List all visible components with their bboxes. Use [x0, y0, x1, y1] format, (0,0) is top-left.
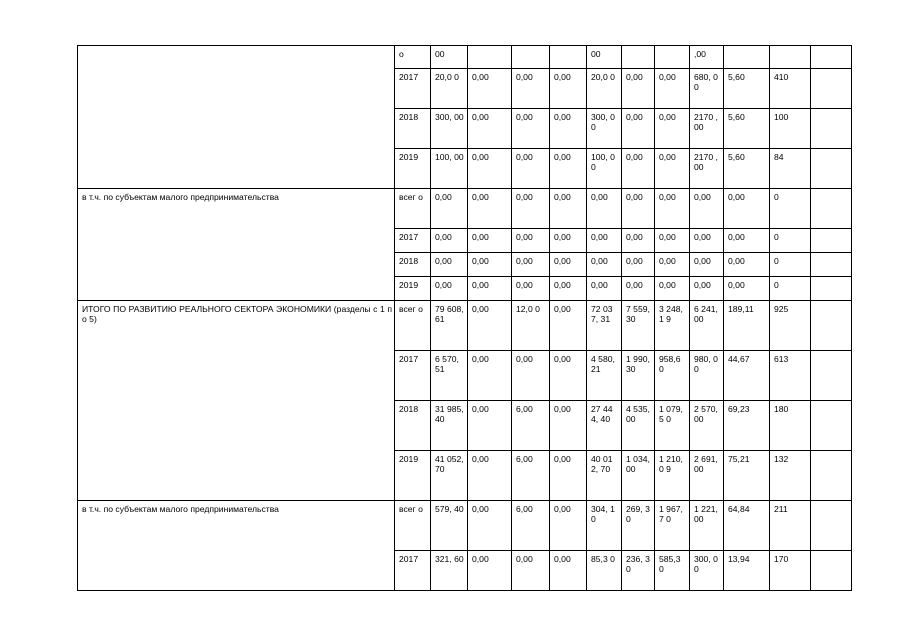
value-cell: 2 570, 00 [690, 401, 724, 451]
value-cell: 585,3 0 [655, 551, 690, 591]
value-cell [811, 69, 852, 109]
value-cell: 0,00 [690, 189, 724, 229]
value-cell: 0,00 [468, 551, 512, 591]
value-cell: 0,00 [550, 301, 587, 351]
value-cell [811, 189, 852, 229]
value-cell: 0,00 [622, 69, 655, 109]
value-cell: 0 [770, 229, 811, 253]
period-cell: 2018 [395, 253, 431, 277]
value-cell: 0,00 [655, 109, 690, 149]
value-cell: 6,00 [512, 401, 550, 451]
value-cell: 2170 ,00 [690, 149, 724, 189]
value-cell: 0,00 [512, 277, 550, 301]
value-cell: 0,00 [655, 229, 690, 253]
value-cell: 304, 10 [587, 501, 622, 551]
value-cell: 0,00 [468, 351, 512, 401]
value-cell [811, 46, 852, 69]
table-row [78, 501, 852, 551]
value-cell: 2170 ,00 [690, 109, 724, 149]
value-cell: 0,00 [550, 551, 587, 591]
period-cell: всег о [395, 501, 431, 551]
value-cell: 44,67 [724, 351, 770, 401]
value-cell: 680, 00 [690, 69, 724, 109]
value-cell: 0,00 [468, 451, 512, 501]
value-cell: 0 [770, 253, 811, 277]
value-cell: 980, 00 [690, 351, 724, 401]
value-cell: 0,00 [550, 351, 587, 401]
value-cell: 0,00 [550, 189, 587, 229]
value-cell [770, 46, 811, 69]
row-group-label [78, 501, 395, 591]
value-cell: 20,0 0 [587, 69, 622, 109]
value-cell [724, 46, 770, 69]
value-cell: 100, 00 [431, 149, 468, 189]
value-cell: 75,21 [724, 451, 770, 501]
period-cell: 2017 [395, 551, 431, 591]
period-cell: 2019 [395, 451, 431, 501]
value-cell: 1 221, 00 [690, 501, 724, 551]
value-cell: 613 [770, 351, 811, 401]
value-cell [811, 149, 852, 189]
value-cell: 410 [770, 69, 811, 109]
value-cell [811, 253, 852, 277]
value-cell [512, 46, 550, 69]
financing-table [77, 45, 852, 591]
value-cell: 180 [770, 401, 811, 451]
value-cell: 0,00 [724, 253, 770, 277]
value-cell: 0,00 [431, 277, 468, 301]
value-cell: 321, 60 [431, 551, 468, 591]
value-cell: 100, 00 [587, 149, 622, 189]
value-cell: 132 [770, 451, 811, 501]
value-cell: 2 691, 00 [690, 451, 724, 501]
value-cell: 0,00 [468, 69, 512, 109]
period-cell: 2019 [395, 149, 431, 189]
value-cell: 0,00 [622, 229, 655, 253]
value-cell: 0,00 [550, 229, 587, 253]
value-cell: 0,00 [655, 69, 690, 109]
row-group-label-text: в т.ч. по субъектам малого предпринимательства [82, 504, 279, 514]
value-cell: 0,00 [550, 253, 587, 277]
value-cell: 72 037, 31 [587, 301, 622, 351]
value-cell: 27 444, 40 [587, 401, 622, 451]
value-cell [550, 46, 587, 69]
value-cell: 0,00 [550, 501, 587, 551]
period-cell: 2017 [395, 229, 431, 253]
value-cell: 0,00 [690, 277, 724, 301]
value-cell: 0,00 [724, 277, 770, 301]
value-cell: 0,00 [512, 253, 550, 277]
value-cell: 0,00 [468, 301, 512, 351]
value-cell: 6,00 [512, 451, 550, 501]
value-cell: 1 034, 00 [622, 451, 655, 501]
value-cell [811, 351, 852, 401]
value-cell: 958,6 0 [655, 351, 690, 401]
value-cell: 5,60 [724, 149, 770, 189]
value-cell: 0,00 [431, 229, 468, 253]
value-cell [811, 229, 852, 253]
value-cell: 79 608, 61 [431, 301, 468, 351]
period-cell: 2019 [395, 277, 431, 301]
value-cell: 6 570, 51 [431, 351, 468, 401]
value-cell: 0,00 [550, 109, 587, 149]
value-cell: 189,11 [724, 301, 770, 351]
value-cell [811, 277, 852, 301]
value-cell: 0 [770, 189, 811, 229]
value-cell: 0,00 [512, 351, 550, 401]
value-cell: 4 535, 00 [622, 401, 655, 451]
value-cell: 0,00 [468, 277, 512, 301]
value-cell: 0,00 [724, 229, 770, 253]
value-cell: 0,00 [550, 149, 587, 189]
value-cell: 0,00 [512, 229, 550, 253]
value-cell: 0,00 [690, 253, 724, 277]
value-cell: 1 967,7 0 [655, 501, 690, 551]
value-cell: 925 [770, 301, 811, 351]
value-cell: 20,0 0 [431, 69, 468, 109]
value-cell: 0,00 [550, 401, 587, 451]
value-cell: 64,84 [724, 501, 770, 551]
row-group-label-text: ИТОГО ПО РАЗВИТИЮ РЕАЛЬНОГО СЕКТОРА ЭКОНОМИКИ (разделы с 1 по 5) [82, 304, 392, 324]
value-cell: 7 559, 30 [622, 301, 655, 351]
value-cell: 300, 00 [587, 109, 622, 149]
value-cell: 0,00 [655, 189, 690, 229]
value-cell: 0,00 [655, 149, 690, 189]
value-cell: 0,00 [550, 69, 587, 109]
value-cell: 00 [431, 46, 468, 69]
value-cell: 211 [770, 501, 811, 551]
value-cell: 1 990, 30 [622, 351, 655, 401]
value-cell: 0,00 [587, 277, 622, 301]
value-cell [811, 551, 852, 591]
value-cell: 100 [770, 109, 811, 149]
value-cell: 0,00 [468, 401, 512, 451]
value-cell: 0,00 [512, 149, 550, 189]
period-cell: 2018 [395, 109, 431, 149]
value-cell: 0,00 [724, 189, 770, 229]
value-cell: 269, 30 [622, 501, 655, 551]
value-cell: 0,00 [622, 149, 655, 189]
value-cell: 4 580, 21 [587, 351, 622, 401]
value-cell: 5,60 [724, 69, 770, 109]
table-row [78, 301, 852, 351]
value-cell: 0,00 [587, 189, 622, 229]
period-cell: о [395, 46, 431, 69]
value-cell: 0,00 [468, 253, 512, 277]
value-cell: 0,00 [431, 189, 468, 229]
value-cell: 31 985, 40 [431, 401, 468, 451]
value-cell: 13,94 [724, 551, 770, 591]
value-cell: 0,00 [550, 277, 587, 301]
value-cell: 0,00 [468, 229, 512, 253]
value-cell: 0,00 [622, 109, 655, 149]
row-group-label [78, 301, 395, 501]
value-cell [468, 46, 512, 69]
period-cell: всег о [395, 189, 431, 229]
value-cell: 40 012, 70 [587, 451, 622, 501]
value-cell: 0,00 [690, 229, 724, 253]
value-cell: ,00 [690, 46, 724, 69]
value-cell: 3 248,1 9 [655, 301, 690, 351]
value-cell: 0,00 [655, 277, 690, 301]
table-row [78, 189, 852, 229]
value-cell: 0,00 [587, 253, 622, 277]
value-cell [811, 451, 852, 501]
value-cell: 170 [770, 551, 811, 591]
value-cell: 0,00 [468, 189, 512, 229]
value-cell: 0,00 [512, 551, 550, 591]
value-cell: 0,00 [468, 109, 512, 149]
value-cell: 00 [587, 46, 622, 69]
row-group-label [78, 189, 395, 301]
value-cell: 1 079,5 0 [655, 401, 690, 451]
table-row [78, 46, 852, 69]
value-cell: 579, 40 [431, 501, 468, 551]
value-cell: 0,00 [431, 253, 468, 277]
value-cell: 0,00 [468, 501, 512, 551]
value-cell: 0,00 [512, 109, 550, 149]
value-cell: 69,23 [724, 401, 770, 451]
value-cell: 0,00 [622, 189, 655, 229]
value-cell: 300, 00 [690, 551, 724, 591]
value-cell: 0,00 [587, 229, 622, 253]
period-cell: всег о [395, 301, 431, 351]
value-cell [811, 109, 852, 149]
value-cell: 41 052, 70 [431, 451, 468, 501]
value-cell: 0,00 [468, 149, 512, 189]
value-cell: 0,00 [512, 189, 550, 229]
value-cell [655, 46, 690, 69]
value-cell: 300, 00 [431, 109, 468, 149]
value-cell: 0,00 [622, 253, 655, 277]
row-group-label [78, 46, 395, 189]
value-cell: 12,0 0 [512, 301, 550, 351]
value-cell: 0 [770, 277, 811, 301]
value-cell [622, 46, 655, 69]
period-cell: 2017 [395, 351, 431, 401]
value-cell: 85,3 0 [587, 551, 622, 591]
row-group-label-text: в т.ч. по субъектам малого предпринимательства [82, 192, 279, 202]
value-cell: 6 241, 00 [690, 301, 724, 351]
value-cell [811, 301, 852, 351]
value-cell: 0,00 [655, 253, 690, 277]
value-cell: 0,00 [622, 277, 655, 301]
value-cell: 0,00 [550, 451, 587, 501]
period-cell: 2017 [395, 69, 431, 109]
value-cell [811, 401, 852, 451]
value-cell: 0,00 [512, 69, 550, 109]
value-cell: 1 210,0 9 [655, 451, 690, 501]
value-cell: 236, 30 [622, 551, 655, 591]
period-cell: 2018 [395, 401, 431, 451]
value-cell: 84 [770, 149, 811, 189]
value-cell [811, 501, 852, 551]
value-cell: 5,60 [724, 109, 770, 149]
value-cell: 6,00 [512, 501, 550, 551]
